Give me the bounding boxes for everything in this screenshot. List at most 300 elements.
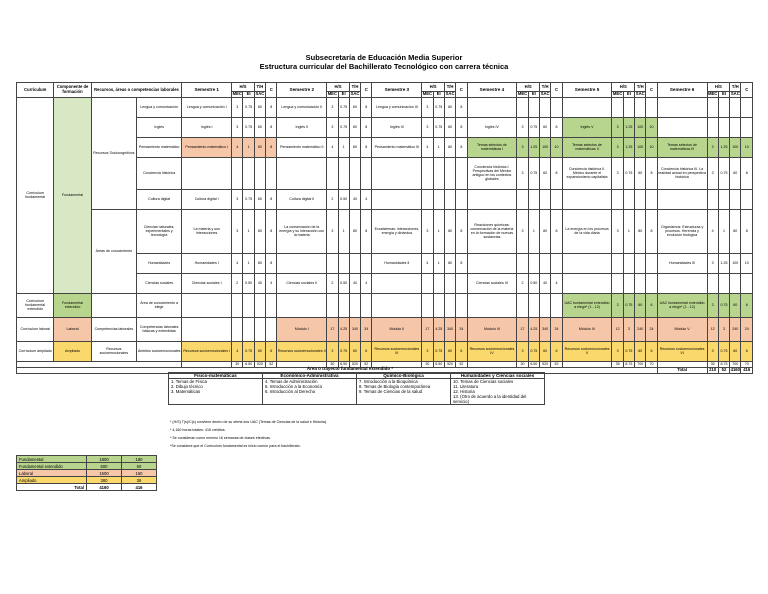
value-cell: 3 [612,117,623,137]
column-header: C [456,83,467,98]
subject-cell: La materia y sus interacciones [182,209,232,253]
empty-cell [456,157,467,189]
empty-cell [327,253,338,273]
empty-cell [91,293,136,317]
value-cell: 0.75 [338,117,349,137]
value-cell: 3 [612,157,623,189]
value-cell: 60 [254,341,265,361]
column-header: SAC [540,91,550,96]
empty-cell [467,97,517,117]
semester-header: Semestre 1 [182,83,232,98]
subject-cell: Recursos socioemocionales V [562,341,612,361]
value-cell: 0.75 [718,293,729,317]
semester-header: Semestre 4 [467,83,517,98]
subject-cell: Cultura digital II [277,189,327,209]
subject-cell: Ciencias sociales III [467,273,517,293]
column-header: MEC [612,91,623,96]
empty-cell [361,157,372,189]
subject-cell: Recursos socioemocionales III [372,341,422,361]
subject-cell: Temas selectos de matemáticas II [562,137,612,157]
value-cell: 34 [456,317,467,341]
value-cell: 80 [254,253,265,273]
value-cell: 1.25 [718,253,729,273]
value-cell: 10 [741,253,753,273]
areas-title: Área o trayecto fundamental extendido * [306,366,394,371]
empty-cell [635,273,646,293]
value-cell: 0.75 [433,97,444,117]
empty-cell [327,157,338,189]
empty-cell [444,157,455,189]
value-cell: 17 [327,317,338,341]
empty-cell [730,97,741,117]
subject-cell: La energía en los procesos de la vida diaria [562,209,612,253]
value-cell: 240 [730,317,741,341]
empty-cell [422,157,433,189]
empty-cell [254,317,265,341]
empty-cell [623,97,634,117]
empty-cell [444,273,455,293]
subject-cell: Módulo III [467,317,517,341]
value-cell: 3 [232,209,243,253]
empty-cell [707,189,718,209]
empty-cell [718,189,729,209]
value-cell: 700 [730,361,741,367]
value-cell: 70 [646,361,657,367]
hours-cell: Total [17,484,87,491]
empty-cell [562,253,612,273]
value-cell: 80 [444,137,455,157]
empty-cell [730,189,741,209]
value-cell: 30 [327,361,338,367]
value-cell: 60 [539,117,550,137]
value-cell: 80 [349,209,360,253]
value-cell: 4160 [730,367,740,372]
value-cell: 8 [456,117,467,137]
empty-cell [657,97,707,117]
value-cell: 80 [444,253,455,273]
value-cell: 35 [707,361,718,367]
row-label: Laboral [54,317,91,341]
row-label: Conciencia histórica [137,157,182,189]
empty-cell [539,293,550,317]
value-cell: 6 [551,341,562,361]
row-label: Competencias laborales [91,317,136,341]
hours-row [17,470,157,477]
value-cell: 520 [254,361,265,367]
column-header: T/H [635,83,646,92]
value-cell: 10 [551,137,562,157]
value-cell: 340 [349,317,360,341]
empty-cell [456,293,467,317]
areas-head: Económico-Administrativa [263,373,357,379]
column-header: H/S [707,83,730,92]
value-cell: 40 [349,189,360,209]
value-cell: 100 [635,137,646,157]
value-cell: 100 [730,137,741,157]
empty-cell [646,97,657,117]
subject-cell: Inglés I [182,117,232,137]
empty-cell [444,189,455,209]
empty-cell [338,293,349,317]
column-header: C [646,83,657,98]
value-cell: 0.75 [338,97,349,117]
value-cell: 60 [539,157,550,189]
row-label: Cultura digital [137,189,182,209]
value-cell: 3 [422,97,433,117]
value-cell: 34 [361,317,372,341]
value-cell: 60 [254,117,265,137]
value-cell: 3 [517,209,528,253]
empty-cell [232,157,243,189]
value-cell: 6.50 [528,361,539,367]
hours-cell: 360 [87,477,122,484]
note: * (H/S) T(s)/C(s) conviene dentro de su oferta dos UAC (Temas de Ciencias de la salud e Historia). [170,420,328,424]
value-cell: 60 [730,157,741,189]
value-cell: 2 [327,189,338,209]
column-header: Recursos, áreas o competencias laborales [91,83,182,98]
value-cell: 8 [361,97,372,117]
empty-cell [349,253,360,273]
value-cell: 3 [707,157,718,189]
value-cell: 4.25 [338,317,349,341]
value-cell: 3 [718,317,729,341]
row-label: Currículum ampliado [17,341,54,361]
value-cell: 8 [741,209,753,253]
value-cell: 3 [422,209,433,253]
value-cell: 3 [327,97,338,117]
hours-summary-table [16,455,157,491]
value-cell: 60 [635,341,646,361]
empty-cell [243,293,254,317]
value-cell: 3 [422,117,433,137]
value-cell: 8 [456,253,467,273]
value-cell: 52 [551,361,562,367]
empty-cell [243,157,254,189]
value-cell: 416 [741,367,753,373]
value-cell: 1 [243,253,254,273]
row-label: Ciencias sociales [137,273,182,293]
column-header: C [551,83,562,98]
value-cell: 2 [517,273,528,293]
value-cell: 8.75 [623,361,634,367]
hours-cell: 416 [122,484,157,491]
column-header: T/H [349,83,360,92]
subject-cell: Temas selectos de matemáticas III [657,137,707,157]
value-cell: 700 [635,361,646,367]
value-cell: 12 [612,317,623,341]
subject-cell: Ciencias sociales I [182,273,232,293]
empty-cell [456,189,467,209]
empty-cell [467,253,517,273]
empty-cell [562,189,612,209]
areas-cell: 7. Introducción a la Bioquímica 8. Temas de Biología contemporánea 9. Temas de Ciencias de la salud [357,379,451,405]
row-label: Currículum fundamental extendido [17,293,54,317]
column-header: EI [338,92,349,98]
empty-cell [623,253,634,273]
value-cell: 8 [741,157,753,189]
value-cell: 1 [338,137,349,157]
value-cell: 17 [422,317,433,341]
column-header: Currículum [17,83,54,98]
empty-cell [517,293,528,317]
semester-header: Semestre 3 [372,83,422,98]
value-cell: 2 [232,273,243,293]
row-label: Ciencias naturales, experimentales y tecnología [137,209,182,253]
column-header: T/H [254,83,265,92]
value-cell: 3 [327,117,338,137]
value-cell: 8 [551,209,562,253]
value-cell: 1 [433,209,444,253]
value-cell: 1 [718,209,729,253]
areas-head: Humanidades y Ciencias sociales [451,373,545,379]
empty-cell [254,293,265,317]
value-cell: 4 [361,189,372,209]
subject-cell: Recursos socioemocionales I [182,341,232,361]
value-cell: 100 [539,137,550,157]
value-cell: 4 [327,137,338,157]
empty-cell [182,317,232,341]
value-cell: 60 [349,341,360,361]
row-label: Competencias laborales básicas y extendidas [137,317,182,341]
value-cell: 80 [539,209,550,253]
value-cell: 3 [612,209,623,253]
value-cell: 0.75 [433,341,444,361]
subject-cell: La conservación de la energía y su interacción con la materia [277,209,327,253]
subject-cell: Organismos: Estructuras y procesos. Herencia y evolución biológica [657,209,707,253]
value-cell: 100 [730,253,741,273]
note: * Se consideran como mínimo 16 semanas de clases efectivas. [170,436,271,440]
value-cell: 80 [635,209,646,253]
value-cell: 0.75 [243,117,254,137]
value-cell: 0.50 [338,189,349,209]
subject-cell: Conciencia histórica III. La realidad actual en perspectiva histórica [657,157,707,189]
hours-cell: 4160 [87,484,122,491]
value-cell: 0.50 [338,273,349,293]
hours-row [17,477,157,484]
subject-cell: Inglés IV [467,117,517,137]
hours-cell: Ampliado [17,477,87,484]
empty-cell [277,157,327,189]
empty-cell [551,97,562,117]
subject-cell: Pensamiento matemático II [277,137,327,157]
value-cell: 30 [422,361,433,367]
value-cell: 60 [635,157,646,189]
value-cell: 40 [349,273,360,293]
column-header: SAC [635,91,645,96]
value-cell: 3 [612,341,623,361]
value-cell: 0.75 [623,293,634,317]
value-cell: 4 [422,137,433,157]
empty-cell [657,189,707,209]
empty-cell [539,189,550,209]
column-header: EI [718,92,729,98]
hours-cell: Fundamental extendido [17,463,87,470]
value-cell: 8 [266,137,277,157]
areas-table [168,372,545,405]
value-cell: 52 [718,367,729,373]
column-header: MEC [422,91,433,96]
note: * 4,160 horas totales: 416 créditos. [170,428,226,432]
value-cell: 60 [444,97,455,117]
empty-cell [517,97,528,117]
value-cell: 60 [254,97,265,117]
value-cell: 1 [433,137,444,157]
semester-header: Semestre 5 [562,83,612,98]
hours-cell: 180 [122,456,157,463]
value-cell: 0.75 [718,341,729,361]
value-cell: 40 [539,273,550,293]
curriculum-table [16,82,753,374]
value-cell: 6.50 [243,361,254,367]
subject-cell: Lengua y comunicación I [182,97,232,117]
value-cell: 30 [517,361,528,367]
empty-cell [338,253,349,273]
value-cell: 8 [456,137,467,157]
subject-cell: Ciencias sociales II [277,273,327,293]
empty-cell [741,273,753,293]
value-cell: 34 [551,317,562,341]
row-label: Ámbitos socioemocionales [137,341,182,361]
column-header: EI [433,92,444,98]
value-cell: 3 [232,117,243,137]
subject-cell: Ecosistemas: interacciones, energía y dinámica [372,209,422,253]
value-cell: 6.50 [338,361,349,367]
column-header: H/S [612,83,635,92]
empty-cell [372,293,422,317]
empty-cell [612,273,623,293]
value-cell: 8 [266,189,277,209]
empty-cell [612,97,623,117]
value-cell: 40 [254,273,265,293]
value-cell: 2 [327,273,338,293]
row-label: Áreas de conocimiento [91,209,136,293]
value-cell: 3 [232,97,243,117]
value-cell: 0.75 [243,97,254,117]
value-cell: 10 [741,137,753,157]
row-label: Inglés [137,117,182,137]
subject-cell: Recursos socioemocionales VI [657,341,707,361]
empty-cell [539,97,550,117]
subject-cell: Reacciones químicas: conservación de la materia en la formación de nuevas sustancias [467,209,517,253]
value-cell: 520 [444,361,455,367]
value-cell: 80 [349,137,360,157]
value-cell: 6 [741,341,753,361]
value-cell: 12 [707,317,718,341]
value-cell: 24 [646,317,657,341]
empty-cell [707,273,718,293]
value-cell: 1 [243,137,254,157]
empty-cell [517,253,528,273]
areas-head: Físico-matemáticas [169,373,263,379]
value-cell: 80 [254,137,265,157]
column-header: SAC [350,91,360,96]
empty-cell [372,189,422,209]
empty-cell [741,97,753,117]
value-cell: 0.75 [528,341,539,361]
subject-cell: Módulo V [657,317,707,341]
empty-cell [657,273,707,293]
empty-cell [646,253,657,273]
empty-cell [646,189,657,209]
value-cell: 8 [266,209,277,253]
value-cell: 0.75 [528,157,539,189]
empty-cell [232,317,243,341]
row-label: Humanidades [137,253,182,273]
value-cell: 0.75 [718,157,729,189]
value-cell: 8 [266,97,277,117]
empty-cell [657,117,707,137]
hours-cell: 150 [122,470,157,477]
value-cell: 8 [456,97,467,117]
value-cell: 3 [327,341,338,361]
value-cell: 52 [266,361,277,367]
empty-cell [528,189,539,209]
subject-cell: Inglés III [372,117,422,137]
empty-cell [562,97,612,117]
value-cell: 100 [635,117,646,137]
areas-cell: 10. Temas de Ciencias sociales 11. Literatura 12. Historia 13. (Otro de acuerdo a la identidad del servicio) [451,379,545,405]
empty-cell [551,293,562,317]
hours-cell: Fundamental [17,456,87,463]
column-header: SAC [445,91,455,96]
note: *Se considera que el Currículum fundamental es inicio común para el bachillerato. [170,444,301,448]
value-cell: 3 [517,117,528,137]
subject-cell: UAC fundamental extendido a elegir* (1 - 12) [657,293,707,317]
empty-cell [539,253,550,273]
value-cell: 4 [551,273,562,293]
value-cell: 1 [528,209,539,253]
value-cell: 1 [433,253,444,273]
empty-cell [635,253,646,273]
subject-cell: Pensamiento matemático III [372,137,422,157]
value-cell: 70 [741,361,753,367]
value-cell: 6 [741,293,753,317]
value-cell: 1.25 [718,137,729,157]
value-cell: 6.50 [433,361,444,367]
row-label: Recursos socioemocionales [91,341,136,361]
column-header: C [741,83,753,98]
column-header: H/S [327,83,350,92]
value-cell: 0.50 [243,273,254,293]
value-cell: 4.25 [528,317,539,341]
value-cell: 30 [232,361,243,367]
empty-cell [232,293,243,317]
areas-cell: 4. Temas de Administración 5. Introducción a la Economía 6. Introducción al Derecho [263,379,357,405]
subject-cell: Módulo I [277,317,327,341]
empty-cell [361,253,372,273]
empty-cell [422,293,433,317]
row-label: Fundamental extendido [54,293,91,317]
subject-cell: Conciencia histórica I. Perspectivas del México antiguo en los contextos globales [467,157,517,189]
hours-cell: 500 [87,463,122,470]
document-title: Subsecretaría de Educación Media Superior [305,53,463,62]
subject-cell: Pensamiento matemático I [182,137,232,157]
empty-cell [277,253,327,273]
empty-cell [623,273,634,293]
hours-row [17,463,157,470]
value-cell: 8 [361,117,372,137]
column-header: C [266,83,277,98]
column-header: Componente de formación [54,83,91,98]
subject-cell: Inglés II [277,117,327,137]
empty-cell [562,273,612,293]
empty-cell [422,189,433,209]
value-cell: 8 [646,209,657,253]
empty-cell [612,189,623,209]
value-cell: 60 [349,117,360,137]
row-label: Fundamental [54,97,91,293]
subject-cell: Lengua y comunicación II [277,97,327,117]
